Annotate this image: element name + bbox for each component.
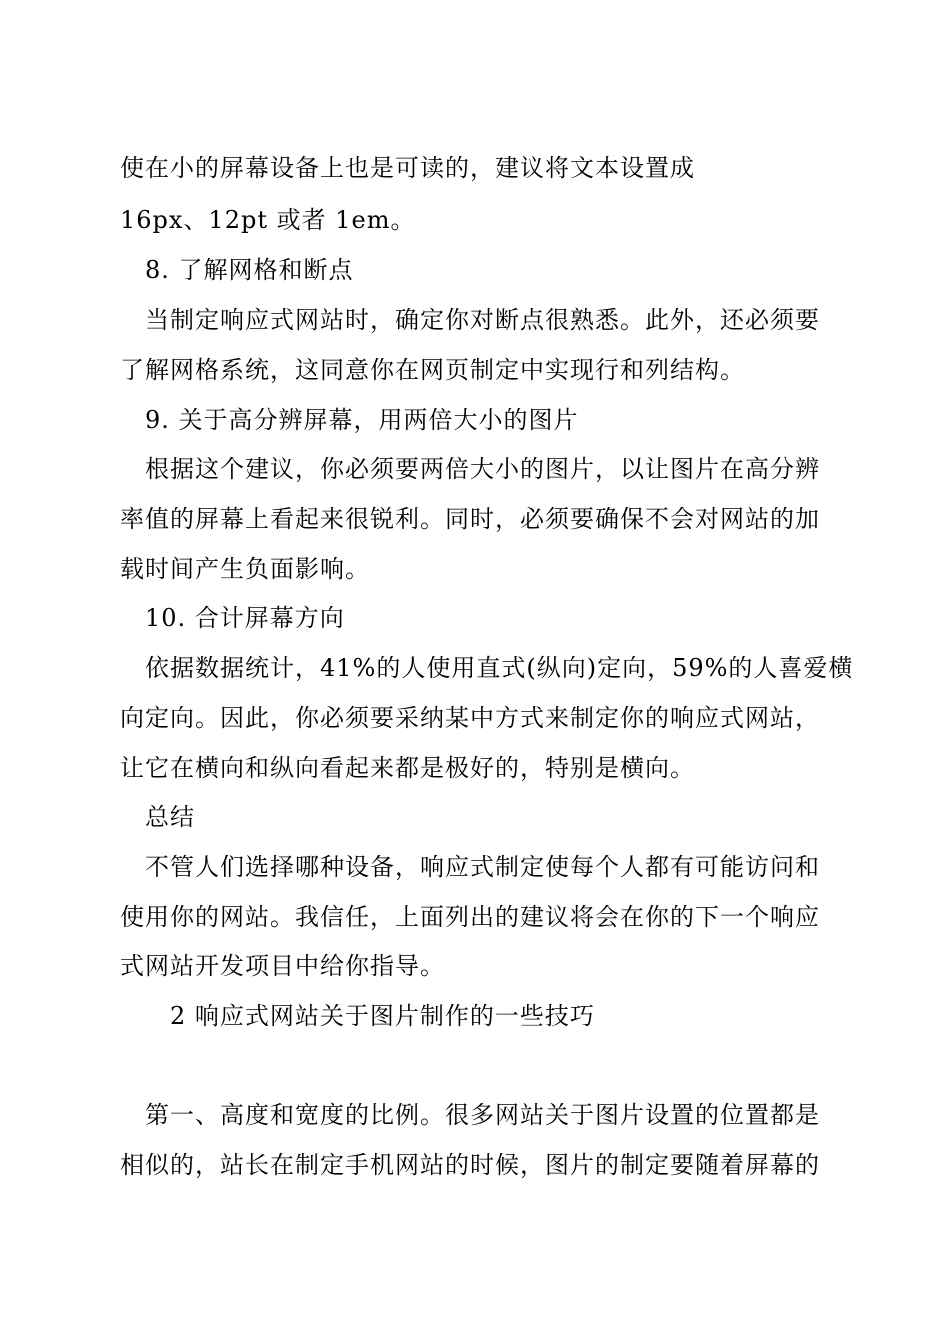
body-text-line: 率值的屏幕上看起来很锐利。同时，必须要确保不会对网站的加 [120, 505, 820, 533]
body-text-line: 根据这个建议，你必须要两倍大小的图片，以让图片在高分辨 [145, 455, 820, 483]
body-text-line: 使在小的屏幕设备上也是可读的，建议将文本设置成 [120, 154, 695, 182]
body-text-line: 式网站开发项目中给你指导。 [120, 952, 445, 980]
body-text-line: 向定向。因此，你必须要采纳某中方式来制定你的响应式网站， [120, 704, 820, 732]
body-text-line: 使用你的网站。我信任，上面列出的建议将会在你的下一个响应 [120, 903, 820, 931]
body-text-line: 不管人们选择哪种设备，响应式制定使每个人都有可能访问和 [145, 853, 820, 881]
body-text-line: 依据数据统计，41%的人使用直式(纵向)定向，59%的人喜爱横 [145, 654, 854, 682]
body-text-line: 当制定响应式网站时，确定你对断点很熟悉。此外，还必须要 [145, 306, 820, 334]
body-text-line: 相似的，站长在制定手机网站的时候，图片的制定要随着屏幕的 [120, 1151, 820, 1179]
list-item-heading: 8. 了解网格和断点 [145, 256, 354, 284]
body-text-line: 让它在横向和纵向看起来都是极好的，特别是横向。 [120, 754, 695, 782]
list-item-heading: 10. 合计屏幕方向 [145, 604, 345, 632]
body-text-line: 16px、12pt 或者 1em。 [120, 206, 416, 234]
article-title: 2 响应式网站关于图片制作的一些技巧 [170, 1002, 595, 1030]
body-text-line: 了解网格系统，这同意你在网页制定中实现行和列结构。 [120, 356, 745, 384]
body-text-line: 第一、高度和宽度的比例。很多网站关于图片设置的位置都是 [145, 1101, 820, 1129]
section-heading: 总结 [145, 803, 195, 831]
body-text-line: 载时间产生负面影响。 [120, 555, 370, 583]
list-item-heading: 9. 关于高分辨屏幕，用两倍大小的图片 [145, 406, 579, 434]
